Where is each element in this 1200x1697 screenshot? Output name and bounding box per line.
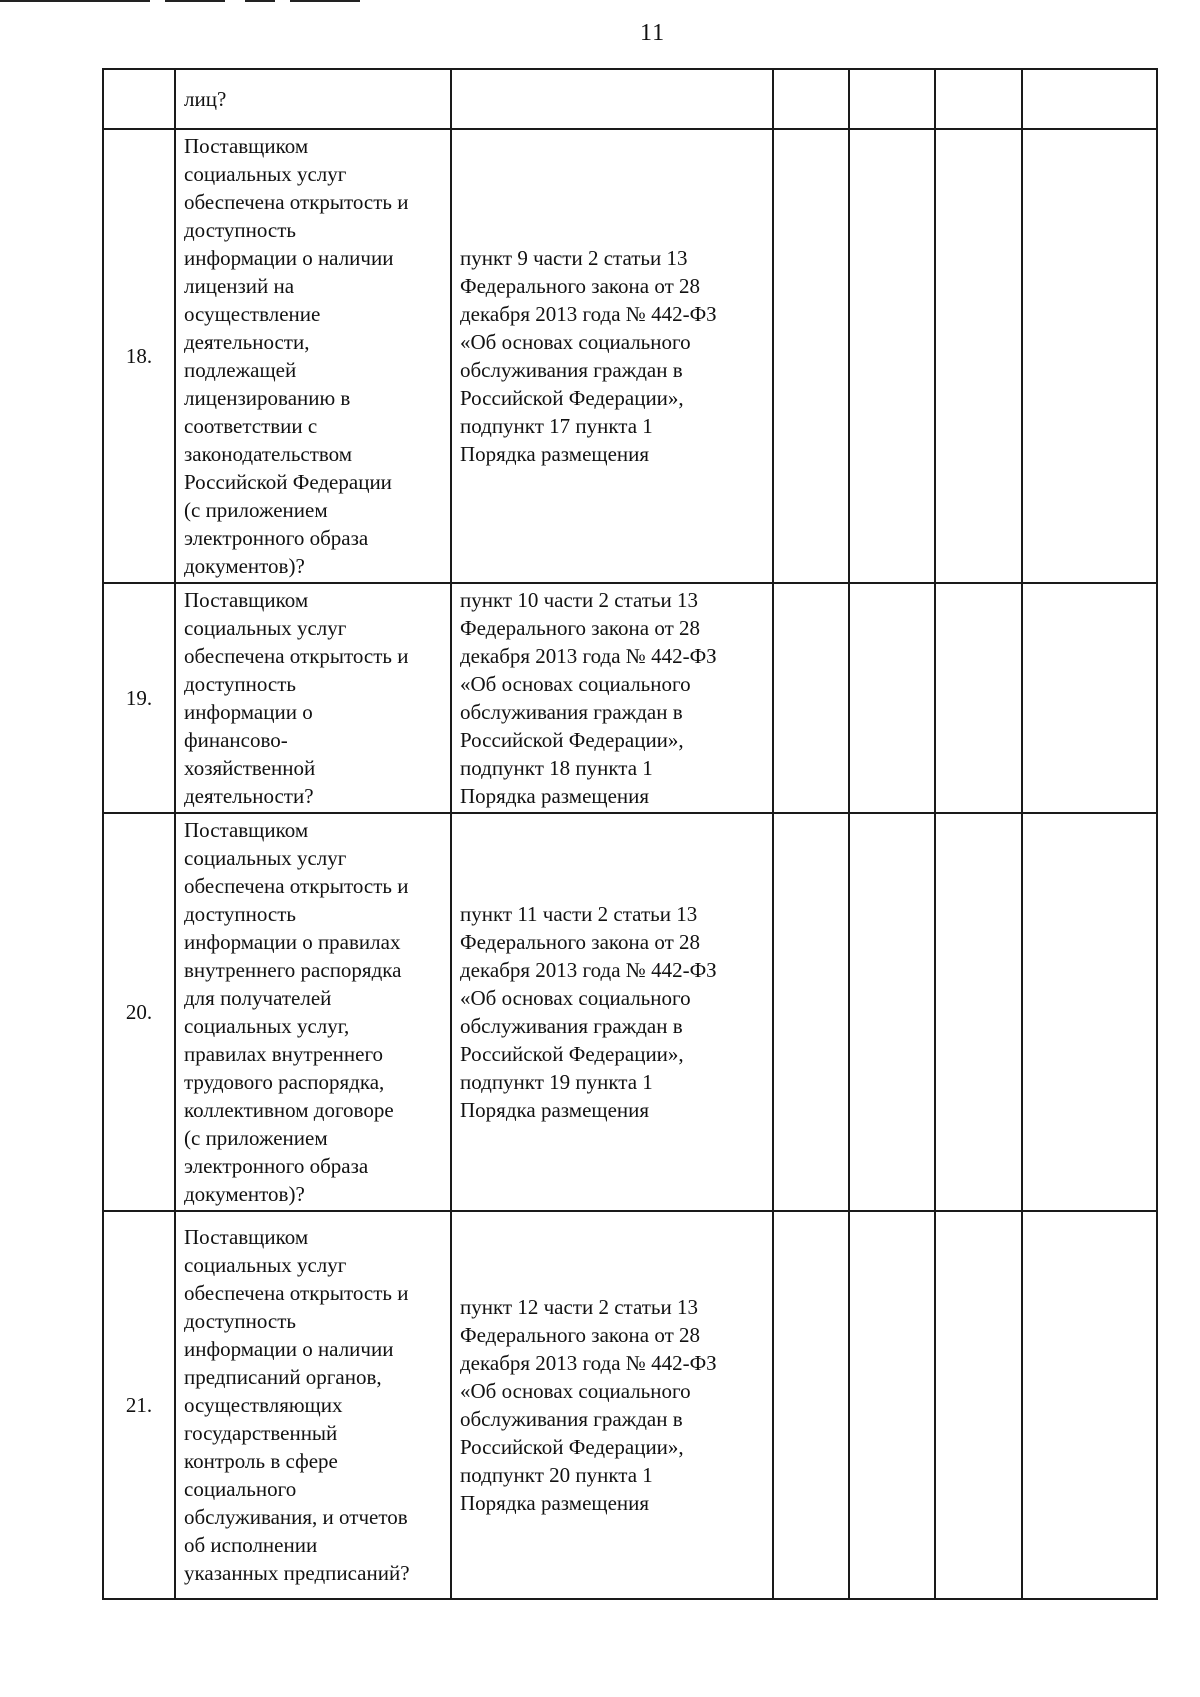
answer-na-cell [935, 1211, 1022, 1599]
question-cell: Поставщиком социальных услуг обеспечена открытость и доступность информации о финансово- хозяйственной деятельности? [175, 583, 451, 813]
answer-no-cell [849, 129, 935, 583]
answer-na-cell [935, 583, 1022, 813]
notes-cell [1022, 69, 1157, 129]
answer-yes-cell [773, 129, 849, 583]
answer-na-cell [935, 813, 1022, 1211]
table-row [103, 1211, 1157, 1599]
answer-no-cell [849, 813, 935, 1211]
answer-yes-cell [773, 1211, 849, 1599]
table-row [103, 583, 1157, 813]
scan-edge-mark [0, 0, 150, 2]
question-cell: Поставщиком социальных услуг обеспечена открытость и доступность информации о наличии лицензий на осуществление деятельности, подлежащей лицензированию в соответствии с законодательством Российской Федерации (с приложением электронного образа документов)? [175, 129, 451, 583]
scan-edge-mark [290, 0, 360, 2]
legal-basis-cell: пункт 10 части 2 статьи 13 Федерального закона от 28 декабря 2013 года № 442-ФЗ «Об основах социального обслуживания граждан в Российской Федерации», подпункт 18 пункта 1 Порядка размещения [451, 583, 773, 813]
question-cell: Поставщиком социальных услуг обеспечена открытость и доступность информации о наличии предписаний органов, осуществляющих государственный контроль в сфере социального обслуживания, и отчетов об исполнении указанных предписаний? [175, 1211, 451, 1599]
notes-cell [1022, 1211, 1157, 1599]
row-number-cell: 21. [103, 1211, 175, 1599]
legal-basis-cell: пункт 12 части 2 статьи 13 Федерального закона от 28 декабря 2013 года № 442-ФЗ «Об основах социального обслуживания граждан в Российской Федерации», подпункт 20 пункта 1 Порядка размещения [451, 1211, 773, 1599]
row-number-cell: 19. [103, 583, 175, 813]
answer-no-cell [849, 1211, 935, 1599]
answer-yes-cell [773, 583, 849, 813]
legal-basis-cell: пункт 9 части 2 статьи 13 Федерального закона от 28 декабря 2013 года № 442-ФЗ «Об основах социального обслуживания граждан в Российской Федерации», подпункт 17 пункта 1 Порядка размещения [451, 129, 773, 583]
legal-basis-cell [451, 69, 773, 129]
row-number-cell [103, 69, 175, 129]
row-number-cell: 20. [103, 813, 175, 1211]
table-row-continuation [103, 69, 1157, 129]
answer-na-cell [935, 69, 1022, 129]
row-number-cell: 18. [103, 129, 175, 583]
answer-na-cell [935, 129, 1022, 583]
answer-yes-cell [773, 69, 849, 129]
question-cell: лиц? [175, 69, 451, 129]
notes-cell [1022, 583, 1157, 813]
page-number: 11 [640, 20, 666, 46]
checklist-table [102, 68, 1158, 1600]
table-row [103, 813, 1157, 1211]
question-cell: Поставщиком социальных услуг обеспечена открытость и доступность информации о правилах внутреннего распорядка для получателей социальных услуг, правилах внутреннего трудового распорядка, коллективном договоре (с приложением электронного образа документов)? [175, 813, 451, 1211]
answer-no-cell [849, 583, 935, 813]
legal-basis-cell: пункт 11 части 2 статьи 13 Федерального закона от 28 декабря 2013 года № 442-ФЗ «Об основах социального обслуживания граждан в Российской Федерации», подпункт 19 пункта 1 Порядка размещения [451, 813, 773, 1211]
answer-yes-cell [773, 813, 849, 1211]
notes-cell [1022, 129, 1157, 583]
scan-edge-mark [165, 0, 225, 2]
notes-cell [1022, 813, 1157, 1211]
table-row [103, 129, 1157, 583]
answer-no-cell [849, 69, 935, 129]
scan-edge-mark [245, 0, 275, 2]
